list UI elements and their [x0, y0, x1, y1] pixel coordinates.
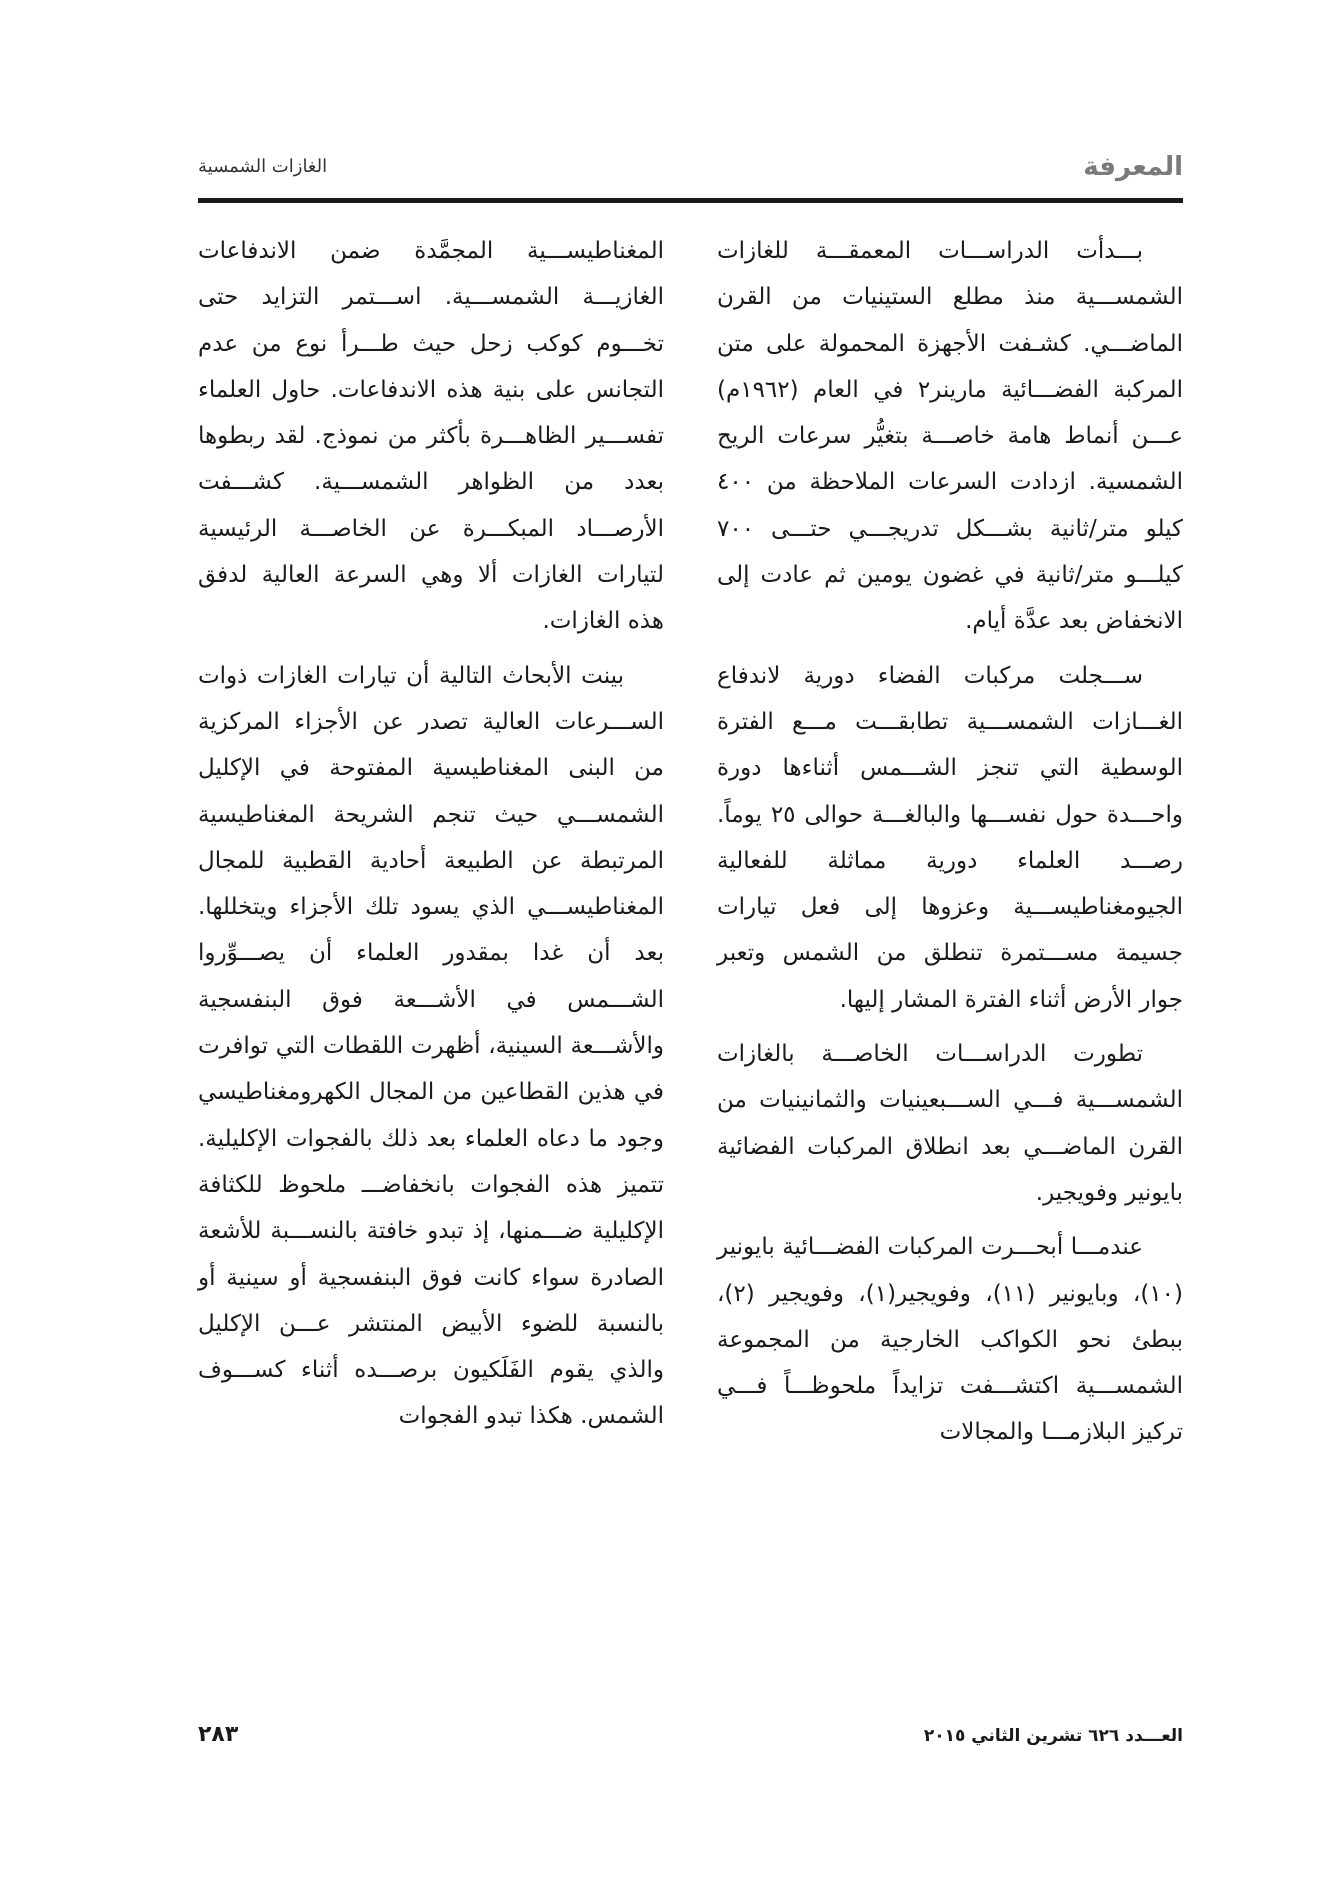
- magazine-logo: المعرفة: [1083, 152, 1183, 182]
- paragraph: ســـجلت مركبات الفضاء دورية لاندفاع الغـــازات الشمســـية تطابقـــت مـــع الفترة الوسطية التي تنجز الشـــمس أثناءها دورة واحـــدة حول نفســـها والبالغـــة حوالى ٢٥ يوماً. رصـــد العلماء دورية مماثلة للفعالية الجيومغناطيســـية وعزوها إلى فعل تيارات جسيمة مســـتمرة تنطلق من الشمس وتعبر جوار الأرض أثناء الفترة المشار إليها.: [717, 662, 1183, 1013]
- page-header: [198, 150, 1183, 198]
- header-divider: [198, 198, 1183, 203]
- issue-info: العـــدد ٦٢٦ تشرين الثاني ٢٠١٥: [923, 1726, 1183, 1746]
- paragraph: بـــدأت الدراســـات المعمقـــة للغازات الشمســـية منذ مطلع الستينيات من القرن الماضـــي. كشـفت الأجهزة المحمولة على متن المركبة الفضـــائية مارينر٢ في العام (١٩٦٢م) عـــن أنماط هامة خاصـــة بتغيُّر سرعات الريح الشمسية. ازدادت السرعات الملاحظة من ٤٠٠ كيلو متر/ثانية بشـــكل تدريجـــي حتـــى ٧٠٠ كيلـــو متر/ثانية في غضون يومين ثم عادت إلى الانخفاض بعد عدَّة أيام.: [717, 238, 1183, 635]
- paragraph: المغناطيســـية المجمَّدة ضمن الاندفاعات الغازيـــة الشمســـية. اســـتمر التزايد حتى تخـــوم كوكب زحل حيث طـــرأ نوع من عدم التجانس على بنية هذه الاندفاعات. حاول العلماء تفســـير الظاهـــرة بأكثر من نموذج. لقد ربطوها بعدد من الظواهر الشمســـية. كشـــفت الأرصـــاد المبكـــرة عن الخاصـــة الرئيسية لتيارات الغازات ألا وهي السرعة العالية لدفق هذه الغازات.: [198, 238, 664, 635]
- page-number: ٢٨٣: [198, 1722, 239, 1747]
- left-column: [198, 228, 664, 1678]
- right-column: [717, 228, 1183, 1678]
- page-footer: [198, 1722, 1183, 1762]
- paragraph: عندمـــا أبحـــرت المركبات الفضـــائية بايونير (١٠)، وبايونير (١١)، وفويجير(١)، وفويجير (٢)، ببطئ نحو الكواكب الخارجية من المجموعة الشمســـية اكتشـــفت تزايداً ملحوظـــاً فـــي تركيز البلازمـــا والمجالات: [717, 1234, 1184, 1446]
- section-title: الغازات الشمسية: [198, 156, 328, 177]
- paragraph: تطورت الدراســـات الخاصـــة بالغازات الشمســـية فـــي الســـبعينيات والثمانينيات من القرن الماضـــي بعد انطلاق المركبات الفضائية بايونير وفويجير.: [717, 1041, 1183, 1206]
- paragraph: بينت الأبحاث التالية أن تيارات الغازات ذوات الســـرعات العالية تصدر عن الأجزاء المركزية من البنى المغناطيسية المفتوحة في الإكليل الشمســـي حيث تنجم الشريحة المغناطيسية المرتبطة عن الطبيعة أحادية القطبية للمجال المغناطيســـي الذي يسود تلك الأجزاء ويتخللها. بعد أن غدا بمقدور العلماء أن يصـــوِّروا الشـــمس في الأشـــعة فوق البنفسجية والأشـــعة السينية، أظهرت اللقطات التي توافرت في هذين القطاعين من المجال الكهرومغناطيسي وجود ما دعاه العلماء بعد ذلك بالفجوات الإكليلية. تتميز هذه الفجوات بانخفاضـــ ملحوظ للكثافة الإكليلية ضـــمنها، إذ تبدو خافتة بالنســـبة للأشعة الصادرة سواء كانت فوق البنفسجية أو سينية أو بالنسبة للضوء الأبيض المنتشر عـــن الإكليل والذي يقوم الفَلَكيون برصـــده أثناء كســـوف الشمس. هكذا تبدو الفجوات: [198, 662, 664, 1430]
